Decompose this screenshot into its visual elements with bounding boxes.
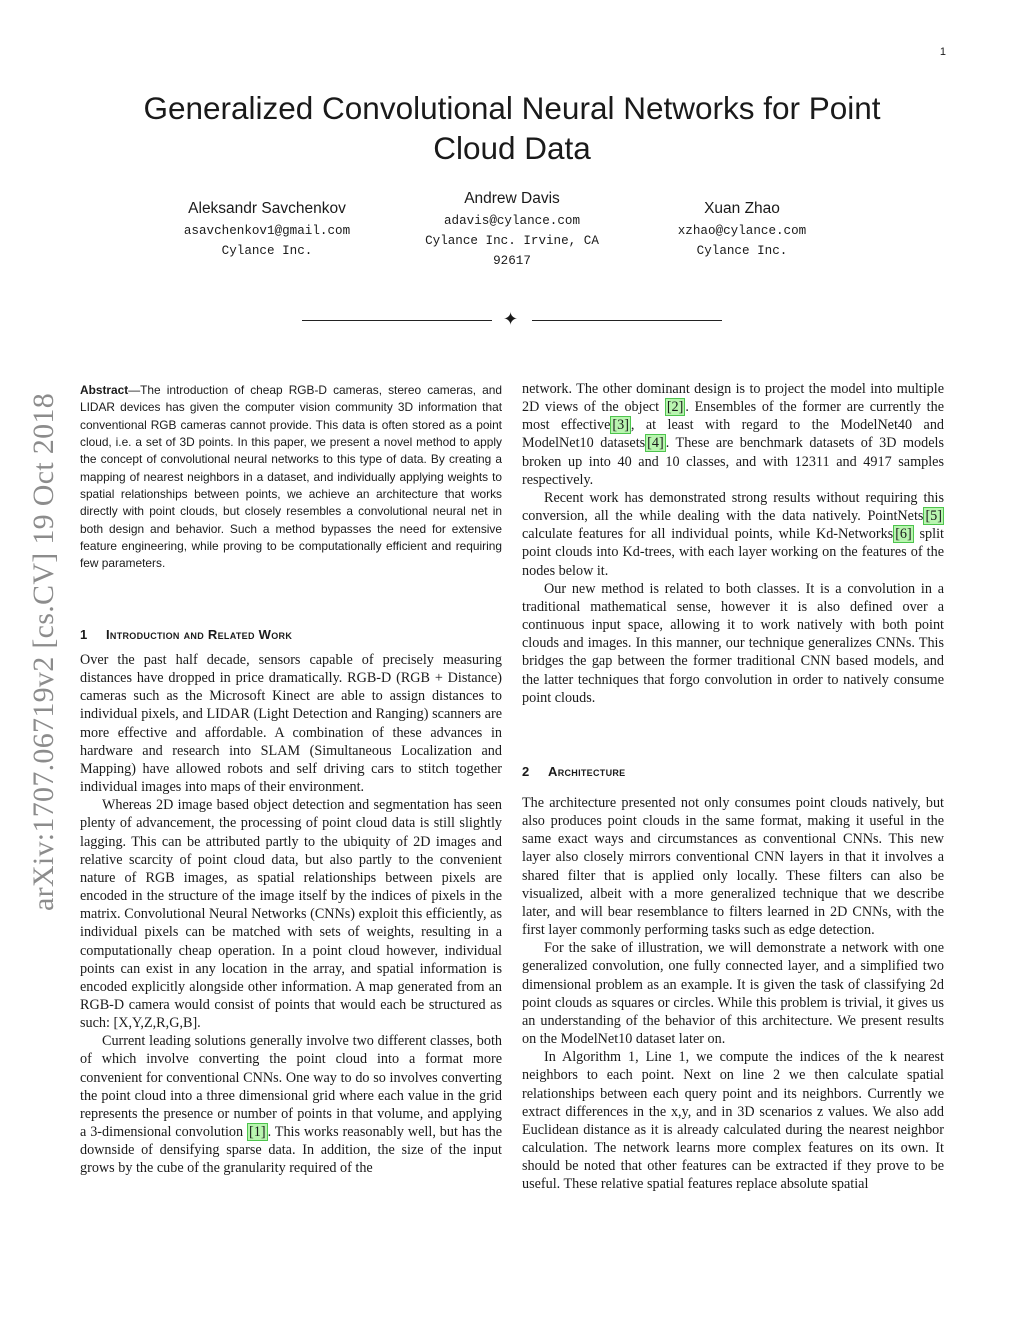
paragraph: Our new method is related to both classes. It is a convolution in a traditional mathematical sense, however it is also defined over a continuous input space, allowing it to work natively with both point clouds and images. In this manner, our technique generalizes CNNs. This bridges the gap between the former traditional CNN based models, and the latter techniques that forgo convolution in order to natively consume point clouds. (522, 580, 944, 706)
citation-link[interactable]: [6] (895, 526, 912, 543)
author-affiliation: Cylance Inc. (221, 244, 313, 258)
author-block-3 (650, 198, 834, 261)
page-number: 1 (939, 46, 946, 58)
author-affiliation: Cylance Inc. (696, 244, 788, 258)
section-number: 2 (522, 764, 530, 779)
citation-link[interactable]: [4] (647, 435, 664, 452)
author-block-1 (150, 198, 384, 261)
section-heading-1 (80, 627, 292, 642)
paragraph: The architecture presented not only consumes point clouds natively, but also produces point clouds in the same format, making it useful in the same exact ways and circumstances as conventional CNNs. This new layer also closely mirrors conventional CNN layers in that it involves a shared filter that is applied only locally. These filters can also be visualized, albeit with a more generalized technique that we describe later, and will bear resemblance to filters learned in 2D CNNs, with the first layer commonly performing tasks such as edge detection. (522, 795, 944, 939)
author-name: Xuan Zhao (704, 200, 780, 217)
author-email: xzhao@cylance.com (677, 224, 807, 238)
section-heading-2 (522, 764, 626, 779)
author-email: asavchenkov1@gmail.com (183, 224, 351, 238)
separator-star-icon: ✦ (503, 309, 519, 330)
citation-link[interactable]: [5] (925, 508, 942, 525)
abstract-label: Abstract (80, 383, 129, 397)
right-column-architecture (522, 794, 944, 1193)
paragraph: Over the past half decade, sensors capable of precisely measuring distances have dropped in price dramatically. RGB-D (RGB + Distance) cameras such as the Microsoft Kinect are able to assign distances to individual pixels, and LIDAR (Light Detection and Ranging) scanners are more effective and affordable. A combination of these advances in hardware and research into SLAM (Simultaneous Localization and Mapping) have allowed robots and self driving cars to stitch together individual images into maps of their environment. (80, 652, 502, 796)
paragraph: Recent work has demonstrated strong results without requiring this conversion, all the while dealing with the data natively. PointNets [5] calculate features for all individual points, while Kd-Networks [6] split point clouds into Kd-trees, with each layer working on the features of the nodes below it. (522, 489, 944, 579)
paragraph: For the sake of illustration, we will demonstrate a network with one generalized convolution, one fully connected layer, and a simplified two dimensional problem as an example. It is given the task of classifying 2d point clouds as squares or circles. While this problem is trivial, it gives us an understanding of the behavior of this architecture. We present results on the ModelNet10 dataset later on. (522, 940, 944, 1048)
right-column-intro (522, 380, 944, 707)
title-separator (302, 309, 722, 330)
citation-link[interactable]: [2] (666, 399, 684, 416)
citation-link[interactable]: [3] (612, 417, 629, 434)
paragraph: In Algorithm 1, Line 1, we compute the indices of the k nearest neighbors to each point. Next on line 2 we then calculate spatial relationships between each query point and its neighbors. Currently we extract differences in the x,y, and in 3D scenarios z values. We also add Euclidean distance as it is already calculated during the nearest neighbor calculation. The network learns more complex features on its own. It should be noted that other features can be extracted if they prove to be useful. These relative spatial features replace absolute spatial (522, 1049, 944, 1193)
arxiv-stamp: arXiv:1707.06719v2 [cs.CV] 19 Oct 2018 (27, 392, 60, 912)
left-column-body (80, 651, 502, 1178)
author-block-2 (398, 188, 626, 271)
section-title: Architecture (548, 764, 626, 779)
author-affiliation: Cylance Inc. Irvine, CA (425, 234, 599, 248)
paragraph: Whereas 2D image based object detection and segmentation has seen plenty of advancement, the processing of point cloud data is still slightly lagging. This can be attributed partly to the ubiquity of 2D images and relative scarcity of point cloud data, but also partly to the convenient nature of RGB images, as spatial relationships between pixels are encoded in the structure of the image itself by the indices of pixels in the matrix. Convolutional Neural Networks (CNNs) exploit this efficiently, as individual pixels can be matched with sets of weights, resulting in a computationally cheap operation. In a point cloud however, individual points can exist in any location in the array, and spatial information is encoded explicitly alongside other information. A map generated from an RGB-D camera would consist of points that would each be structured as such: [X,Y,Z,R,G,B]. (80, 797, 502, 1032)
paragraph: Current leading solutions generally involve two different classes, both of which involve converting the point cloud into a format more convenient for conventional CNNs. One way to do so involves converting the point cloud into a three dimensional grid where each value in the grid represents the presence or number of points in that volume, and applying a 3-dimensional convolution [1] . This works reasonably well, but has the downside of densifying sparse data. In addition, the size of the input grows by the cube of the granularity required of the (80, 1033, 502, 1177)
separator-line-left (302, 320, 492, 321)
author-name: Aleksandr Savchenkov (188, 200, 346, 217)
section-title: Introduction and Related Work (106, 627, 293, 642)
paragraph: network. The other dominant design is to project the model into multiple 2D views of the object [2] . Ensembles of the former are currently the most effective [3] , at least with regard to the ModelNet40 and ModelNet10 datasets [4] . These are benchmark datasets of 3D models broken up into 40 and 10 classes, and with 12311 and 4917 samples respectively. (522, 381, 945, 488)
author-name: Andrew Davis (464, 190, 560, 207)
paper-title: Generalized Convolutional Neural Networks for Point Cloud Data (143, 90, 881, 166)
separator-line-right (532, 320, 722, 321)
abstract (80, 382, 502, 573)
section-number: 1 (80, 627, 88, 642)
author-email: adavis@cylance.com (443, 214, 581, 228)
author-affiliation-zip: 92617 (493, 254, 531, 268)
citation-link[interactable]: [1] (249, 1124, 266, 1141)
abstract-text: —The introduction of cheap RGB-D cameras, stereo cameras, and LIDAR devices has given the computer vision community 3D information that conventional RGB cameras cannot provide. This data is often stored as a point cloud, i.e. a set of 3D points. In this paper, we present a novel method to apply the concept of convolutional neural networks to this type of data. By creating a mapping of nearest neighbors in a dataset, and individually applying weights to spatial relationships between points, we achieve an architecture that works directly with point clouds, but closely resembles a convolutional neural net in both design and behavior. Such a method bypasses the need for extensive feature engineering, while proving to be computationally efficient and requiring few parameters. (80, 383, 502, 571)
